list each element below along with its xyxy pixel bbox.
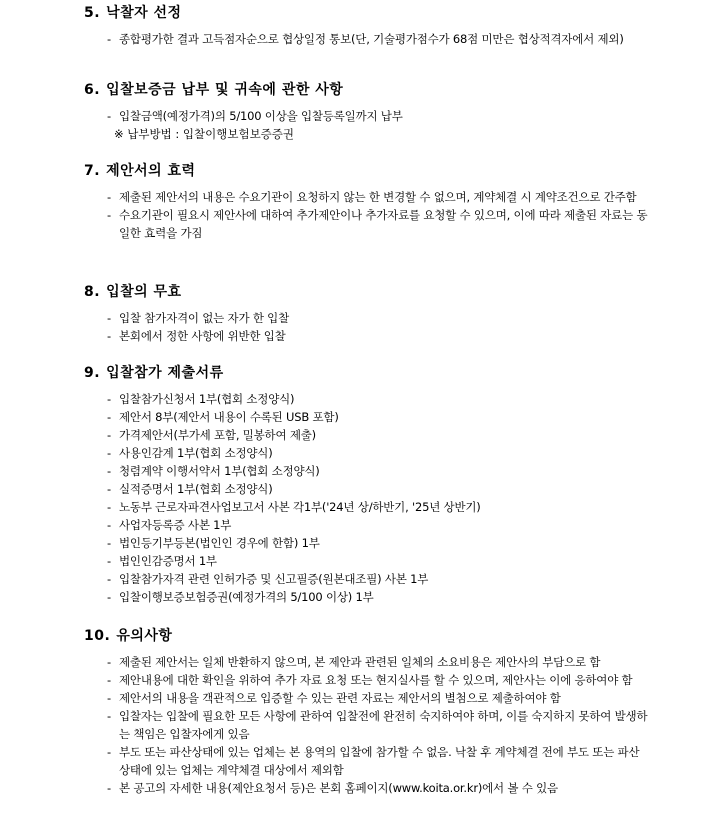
list-item: - 제안서의 내용을 객관적으로 입증할 수 있는 관련 자료는 제안서의 별첨으로 제출하여야 함: [107, 691, 561, 705]
list-item: - 입찰 참가자격이 없는 자가 한 입찰: [107, 311, 290, 325]
list-item: - 사용인감계 1부(협회 소정양식): [107, 446, 273, 460]
section-heading: [84, 627, 719, 645]
section-heading: [84, 162, 719, 180]
list-item: - 부도 또는 파산상태에 있는 업체는 본 용역의 입찰에 참가할 수 없음. 낙찰 후 계약체결 전에 부도 또는 파산상태에 있는 업체는 계약체결 대상에서 제외함: [107, 745, 640, 777]
list-item: - 법인등기부등본(법인인 경우에 한함) 1부: [107, 536, 320, 550]
section-heading: [84, 283, 719, 301]
list-item: - 입찰이행보증보험증권(예정가격의 5/100 이상) 1부: [107, 590, 374, 604]
section-heading: [84, 81, 719, 99]
list-item: - 법인인감증명서 1부: [107, 554, 217, 568]
section-7: [0, 162, 719, 242]
list-item: - 제안내용에 대한 확인을 위하여 추가 자료 요청 또는 현지실사를 할 수 있으며, 제안사는 이에 응하여야 함: [107, 673, 633, 687]
list-item: - 실적증명서 1부(협회 소정양식): [107, 482, 273, 496]
section-number: 7.: [84, 163, 101, 179]
list-item: - 입찰금액(예정가격)의 5/100 이상을 입찰등록일까지 납부: [107, 109, 403, 123]
section-heading: [84, 4, 719, 22]
section-title: 입찰참가 제출서류: [106, 365, 224, 381]
section-8: [0, 283, 719, 345]
section-6: [0, 81, 719, 143]
section-number: 10.: [84, 628, 111, 644]
section-title: 낙찰자 선정: [106, 5, 182, 21]
section-title: 제안서의 효력: [106, 163, 196, 179]
list-item: - 본 공고의 자세한 내용(제안요청서 등)은 본회 홈페이지(www.koita.or.kr)에서 볼 수 있음: [107, 781, 558, 795]
list-item: - 제출된 제안서는 일체 반환하지 않으며, 본 제안과 관련된 일체의 소요비용은 제안사의 부담으로 함: [107, 655, 601, 669]
list-item: - 입찰참가자격 관련 인허가증 및 신고필증(원본대조필) 사본 1부: [107, 572, 429, 586]
section-number: 5.: [84, 5, 101, 21]
list-item: - 제출된 제안서의 내용은 수요기관이 요청하지 않는 한 변경할 수 없으며, 계약체결 시 계약조건으로 간주함: [107, 190, 637, 204]
section-title: 유의사항: [116, 628, 173, 644]
list-item: - 수요기관이 필요시 제안사에 대하여 추가제안이나 추가자료를 요청할 수 있으며, 이에 따라 제출된 자료는 동일한 효력을 가짐: [107, 208, 648, 240]
list-item: - 입찰자는 입찰에 필요한 모든 사항에 관하여 입찰전에 완전히 숙지하여야 하며, 이를 숙지하지 못하여 발생하는 책임은 입찰자에게 있음: [107, 709, 648, 741]
list-item: - 입찰참가신청서 1부(협회 소정양식): [107, 392, 295, 406]
list-item: - 청렴계약 이행서약서 1부(협회 소정양식): [107, 464, 320, 478]
section-9: [0, 364, 719, 606]
list-item: - 본회에서 정한 사항에 위반한 입찰: [107, 329, 286, 343]
section-title: 입찰보증금 납부 및 귀속에 관한 사항: [106, 82, 344, 98]
list-item: - 가격제안서(부가세 포함, 밀봉하여 제출): [107, 428, 316, 442]
section-5: [0, 4, 719, 48]
list-item: - 사업자등록증 사본 1부: [107, 518, 232, 532]
section-number: 6.: [84, 82, 101, 98]
section-title: 입찰의 무효: [106, 284, 182, 300]
list-item: - 제안서 8부(제안서 내용이 수록된 USB 포함): [107, 410, 339, 424]
list-item: - 노동부 근로자파견사업보고서 사본 각1부('24년 상/하반기, '25년 상반기): [107, 500, 481, 514]
note-text: ※ 납부방법 : 입찰이행보험보증증권: [114, 127, 295, 141]
section-number: 8.: [84, 284, 101, 300]
section-10: [0, 627, 719, 797]
section-number: 9.: [84, 365, 101, 381]
section-heading: [84, 364, 719, 382]
list-item: - 종합평가한 결과 고득점자순으로 협상일정 통보(단, 기술평가점수가 68점 미만은 협상적격자에서 제외): [107, 32, 624, 46]
